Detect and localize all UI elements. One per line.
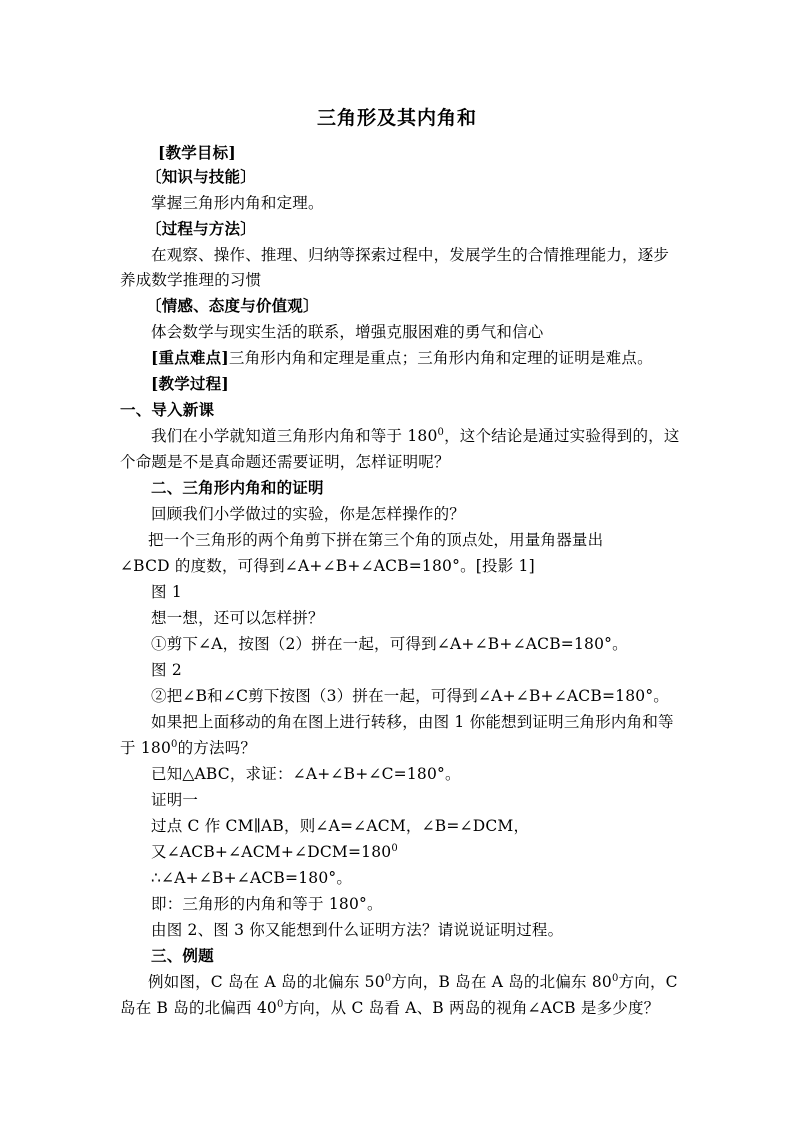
key-difficulty-label: [重点难点] — [151, 348, 229, 367]
process-heading: 〔过程与方法〕 — [146, 219, 256, 238]
part1-line1 — [151, 426, 680, 446]
emotion-text: 体会数学与现实生活的联系，增强克服困难的勇气和信心 — [151, 323, 544, 341]
knowledge-text: 掌握三角形内角和定理。 — [151, 194, 324, 212]
proof-step-3: ∴∠A+∠B+∠ACB=180°。 — [151, 869, 353, 887]
example-line-2-b: 方向，从 C 岛看 A、B 两岛的视角∠ACB 是多少度？ — [283, 999, 660, 1017]
process-text-2: 养成数学推理的习惯 — [120, 271, 262, 289]
figure-1-label: 图 1 — [151, 583, 182, 601]
part1-heading: 一、导入新课 — [120, 400, 215, 419]
part1-line1-a: 我们在小学就知道三角形内角和等于 180 — [151, 427, 438, 445]
part2-cut-2: ∠BCD 的度数，可得到∠A+∠B+∠ACB=180°。[投影 1] — [120, 557, 535, 575]
part1-line2: 个命题是不是真命题还需要证明，怎样证明呢？ — [120, 453, 450, 471]
objectives-heading: [教学目标] — [158, 143, 236, 162]
example-line-1-a: 例如图，C 岛在 A 岛的北偏东 50 — [148, 973, 385, 991]
proof-one-label: 证明一 — [151, 791, 199, 809]
example-line-2-a: 岛在 B 岛的北偏西 40 — [120, 999, 277, 1017]
part2-transfer-1: 如果把上面移动的角在图上进行转移，由图 1 你能想到证明三角形内角和等 — [151, 713, 674, 731]
figure-2-label: 图 2 — [151, 661, 182, 679]
degree-mark: 0 — [384, 973, 392, 984]
key-difficulty-line — [151, 348, 653, 368]
part2-transfer-2 — [120, 738, 256, 758]
proof-step-4: 即：三角形的内角和等于 180°。 — [151, 895, 383, 913]
example-line-1 — [148, 972, 678, 992]
part2-transfer-2-b: 的方法吗？ — [177, 739, 257, 757]
degree-mark: 0 — [391, 843, 398, 854]
process-text-1: 在观察、操作、推理、归纳等探索过程中，发展学生的合情推理能力，逐步 — [151, 246, 670, 264]
example-line-2 — [120, 998, 659, 1018]
part2-transfer-2-a: 于 180 — [120, 739, 172, 757]
teaching-process-heading: [教学过程] — [151, 374, 229, 393]
part2-option-2: ②把∠B和∠C剪下按图（3）拼在一起，可得到∠A+∠B+∠ACB=180°。 — [151, 687, 669, 705]
degree-mark: 0 — [611, 973, 619, 984]
part2-other-methods: 由图 2、图 3 你又能想到什么证明方法？请说说证明过程。 — [151, 921, 564, 939]
example-line-1-b: 方向，B 岛在 A 岛的北偏东 80 — [391, 973, 612, 991]
knowledge-heading: 〔知识与技能〕 — [146, 167, 256, 186]
key-difficulty-text: 三角形内角和定理是重点；三角形内角和定理的证明是难点。 — [228, 349, 653, 367]
part2-heading: 二、三角形内角和的证明 — [151, 478, 324, 497]
proof-step-1: 过点 C 作 CM∥AB，则∠A=∠ACM，∠B=∠DCM， — [151, 817, 530, 835]
part2-option-1: ①剪下∠A，按图（2）拼在一起，可得到∠A+∠B+∠ACB=180°。 — [151, 635, 628, 653]
part3-heading: 三、例题 — [151, 946, 214, 965]
proof-step-2-a: 又∠ACB+∠ACM+∠DCM=180 — [151, 843, 392, 861]
part2-cut-1: 把一个三角形的两个角剪下拼在第三个角的顶点处，用量角器量出 — [148, 531, 604, 549]
page-title: 三角形及其内角和 — [316, 107, 477, 129]
degree-mark: 0 — [277, 999, 284, 1010]
part1-line1-b: ，这个结论是通过实验得到的，这 — [444, 427, 680, 445]
degree-mark: 0 — [171, 739, 178, 750]
part2-think: 想一想，还可以怎样拼？ — [151, 609, 324, 627]
emotion-heading: 〔情感、态度与价值观〕 — [146, 296, 319, 315]
degree-mark: 0 — [437, 427, 445, 438]
proof-step-2 — [151, 842, 398, 862]
example-line-1-c: 方向，C — [618, 973, 678, 991]
part2-review: 回顾我们小学做过的实验，你是怎样操作的？ — [151, 505, 466, 523]
part2-given: 已知△ABC，求证：∠A+∠B+∠C=180°。 — [151, 765, 461, 783]
